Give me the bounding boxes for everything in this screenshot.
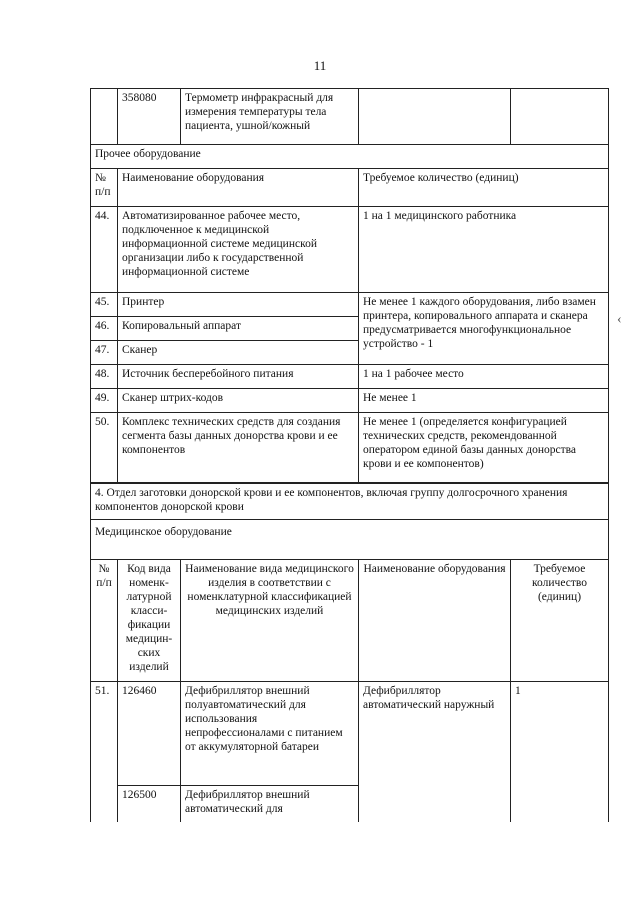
cell-num: 50.	[91, 413, 118, 483]
cell-name: Сканер штрих-кодов	[118, 389, 359, 413]
cell-num: 45.	[91, 293, 118, 317]
header-name: Наименование оборудования	[359, 560, 511, 682]
cell-empty	[91, 89, 118, 145]
cell-name: Автоматизированное рабочее место, подключенное к медицинской информационной системе медицинской организации либо к государственной информационной системе	[118, 207, 359, 293]
section-title-row	[91, 145, 609, 169]
header-qty: Требуемое количество (единиц)	[511, 560, 609, 682]
table-row	[91, 682, 609, 786]
section4-subtitle: Медицинское оборудование	[91, 520, 609, 560]
table-row	[91, 365, 609, 389]
section4-title: 4. Отдел заготовки донорской крови и ее компонентов, включая группу долгосрочного хранения компонентов донорской крови	[91, 484, 609, 520]
cell-name: Сканер	[118, 341, 359, 365]
cell-empty	[359, 89, 511, 145]
cell-empty	[511, 89, 609, 145]
section4-subtitle-row	[91, 520, 609, 560]
cell-name: Дефибриллятор автоматический наружный	[359, 682, 511, 822]
section4-header-row	[91, 560, 609, 682]
cell-code: 358080	[118, 89, 181, 145]
table-row-358080	[91, 89, 609, 145]
cell-num: 48.	[91, 365, 118, 389]
header-num: № п/п	[91, 169, 118, 207]
cell-type: Термометр инфракрасный для измерения температуры тела пациента, ушной/кожный	[181, 89, 359, 145]
table-row	[91, 293, 609, 317]
cell-type: Дефибриллятор внешний полуавтоматический для использования непрофессионалами с питанием от аккумуляторной батареи	[181, 682, 359, 786]
margin-mark: ‹	[617, 312, 622, 327]
cell-num: 44.	[91, 207, 118, 293]
cell-num: 49.	[91, 389, 118, 413]
cell-name: Комплекс технических средств для создания сегмента базы данных донорства крови и ее компонентов	[118, 413, 359, 483]
section-title: Прочее оборудование	[91, 145, 609, 169]
cell-qty-merged: Не менее 1 каждого оборудования, либо взамен принтера, копировального аппарата и сканера предусматривается многофункциональное устройство - 1	[359, 293, 609, 365]
cell-qty: 1 на 1 рабочее место	[359, 365, 609, 389]
cell-qty: Не менее 1 (определяется конфигурацией технических средств, рекомендованной оператором единой базы данных донорства крови и ее компонентов)	[359, 413, 609, 483]
cell-type: Дефибриллятор внешний автоматический для	[181, 786, 359, 822]
cell-name: Источник бесперебойного питания	[118, 365, 359, 389]
page-number: 11	[313, 58, 327, 73]
cell-code: 126460	[118, 682, 181, 786]
cell-num: 47.	[91, 341, 118, 365]
cell-name: Копировальный аппарат	[118, 317, 359, 341]
cell-name: Принтер	[118, 293, 359, 317]
header-name: Наименование оборудования	[118, 169, 359, 207]
table-row	[91, 389, 609, 413]
cell-qty: Не менее 1	[359, 389, 609, 413]
cell-qty: 1 на 1 медицинского работника	[359, 207, 609, 293]
cell-qty: 1	[511, 682, 609, 822]
table-row	[91, 207, 609, 293]
header-code: Код вида номенк-латурной класси-фикации медицин-ских изделий	[118, 560, 181, 682]
section4-title-row	[91, 484, 609, 520]
cell-num: 46.	[91, 317, 118, 341]
header-qty: Требуемое количество (единиц)	[359, 169, 609, 207]
cell-empty	[91, 786, 118, 822]
header-row	[91, 169, 609, 207]
table-row	[91, 413, 609, 483]
cell-code: 126500	[118, 786, 181, 822]
cell-num: 51.	[91, 682, 118, 786]
equipment-table-top	[90, 88, 609, 483]
header-type: Наименование вида медицинского изделия в соответствии с номенклатурной классификацией медицинских изделий	[181, 560, 359, 682]
equipment-table-section4	[90, 483, 609, 822]
header-num: № п/п	[91, 560, 118, 682]
